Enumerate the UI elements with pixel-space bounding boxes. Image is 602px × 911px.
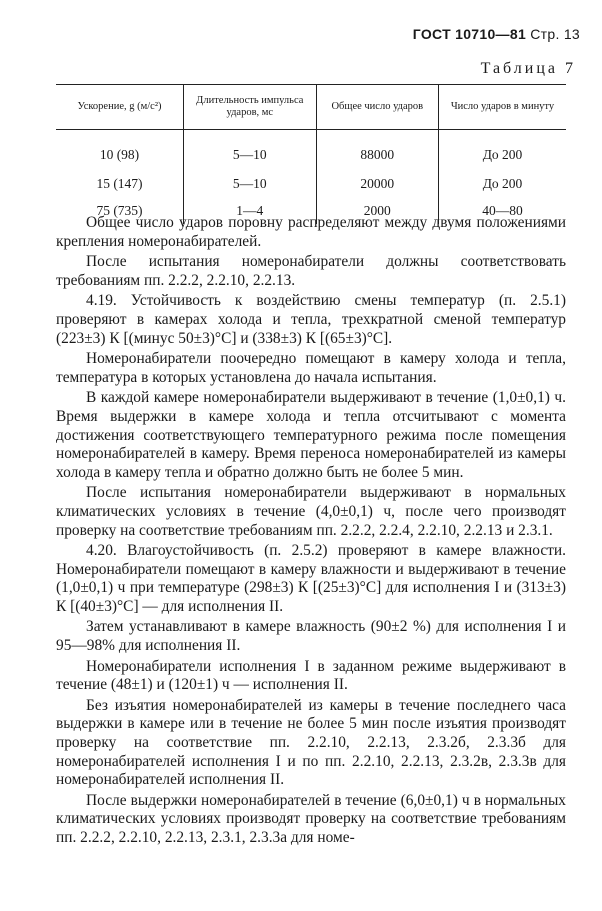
paragraph: После выдержки номеронабирателей в течение (6,0±0,1) ч в нормальных климатических условиях производят проверку на соответствие требованиям пп. 2.2.2, 2.2.10, 2.2.13, 2.3.1, 2.3.3а для номе-	[56, 791, 566, 846]
table-row	[56, 130, 566, 171]
table-cell: 88000	[316, 130, 438, 171]
table-cell: До 200	[438, 130, 566, 171]
column-header-acceleration: Ускорение, g (м/с²)	[56, 85, 184, 130]
paragraph: После испытания номеронабиратели должны соответствовать требованиям пп. 2.2.2, 2.2.10, 2.2.13.	[56, 253, 566, 289]
table-row	[56, 170, 566, 197]
paragraph: Без изъятия номеронабирателей из камеры в течение последнего часа выдержки в камере или в течение не более 5 мин после изъятия производят проверку на соответствие пп. 2.2.10, 2.2.13, 2.3.2б, 2.3.3б для номеронабирателей исполнения I и по пп. 2.2.10, 2.2.13, 2.3.2в, 2.3.3в для номеронабирателей исполнения II.	[56, 696, 566, 789]
paragraph: Общее число ударов поровну распределяют между двумя положениями крепления номеронабирателей.	[56, 214, 566, 250]
paragraph: После испытания номеронабиратели выдерживают в нормальных климатических условиях в течение (4,0±0,1) ч, после чего производят проверку на соответствие требованиям пп. 2.2.2, 2.2.4, 2.2.10, 2.2.13 и 2.3.1.	[56, 484, 566, 539]
paragraph: В каждой камере номеронабиратели выдерживают в течение (1,0±0,1) ч. Время выдержки в камере холода и тепла отсчитывают с момента достижения соответствующего температурного режима после помещения номеронабирателей в камеру. Время переноса номеронабирателей из камеры холода в камеру тепла и обратно должно быть не более 5 мин.	[56, 389, 566, 481]
column-header-total-impacts: Общее число ударов	[316, 85, 438, 130]
document-body	[56, 214, 566, 848]
column-header-pulse-duration: Длительность импульса ударов, мс	[184, 85, 317, 130]
table-cell: 75 (735)	[96, 202, 143, 218]
table-cell: 5—10	[184, 130, 317, 171]
impact-test-table	[56, 84, 566, 224]
paragraph: Затем устанавливают в камере влажность (90±2 %) для исполнения I и 95—98% для исполнения II.	[56, 618, 566, 655]
table-cell: 40—80	[438, 197, 566, 224]
paragraph: Номеронабиратели исполнения I в заданном режиме выдерживают в течение (48±1) и (120±1) ч — исполнения II.	[56, 657, 566, 694]
table-cell: 10 (98)	[99, 147, 140, 162]
table-cell: 15 (147)	[96, 175, 143, 191]
table-header-row	[56, 85, 566, 130]
table-cell: 5—10	[184, 170, 317, 197]
table-cell: 20000	[316, 170, 438, 197]
page-header	[413, 26, 580, 42]
paragraph: 4.20. Влагоустойчивость (п. 2.5.2) проверяют в камере влажности. Номеронабиратели помещают в камеру влажности и выдерживают в течение (1,0±0,1) ч при температуре (298±3) К [(25±3)°С] для исполнения I и (313±3) К [(40±3)°С] — для исполнения II.	[56, 542, 566, 615]
page-number: Стр. 13	[530, 26, 580, 42]
table-caption: Таблица 7	[480, 60, 576, 77]
column-header-impacts-per-minute: Число ударов в минуту	[438, 85, 566, 130]
paragraph: Номеронабиратели поочередно помещают в камеру холода и тепла, температура в которых установлена до начала испытания.	[56, 350, 566, 386]
table-cell: 2000	[316, 197, 438, 224]
standard-number: ГОСТ 10710—81	[412, 26, 527, 42]
table-cell: 1—4	[184, 197, 317, 224]
paragraph: 4.19. Устойчивость к воздействию смены температур (п. 2.5.1) проверяют в камерах холода и тепла, трехкратной сменой температур (223±3) К [(минус 50±3)°С] и (338±3) К [(65±3)°С].	[56, 292, 566, 347]
table-cell: До 200	[438, 170, 566, 197]
